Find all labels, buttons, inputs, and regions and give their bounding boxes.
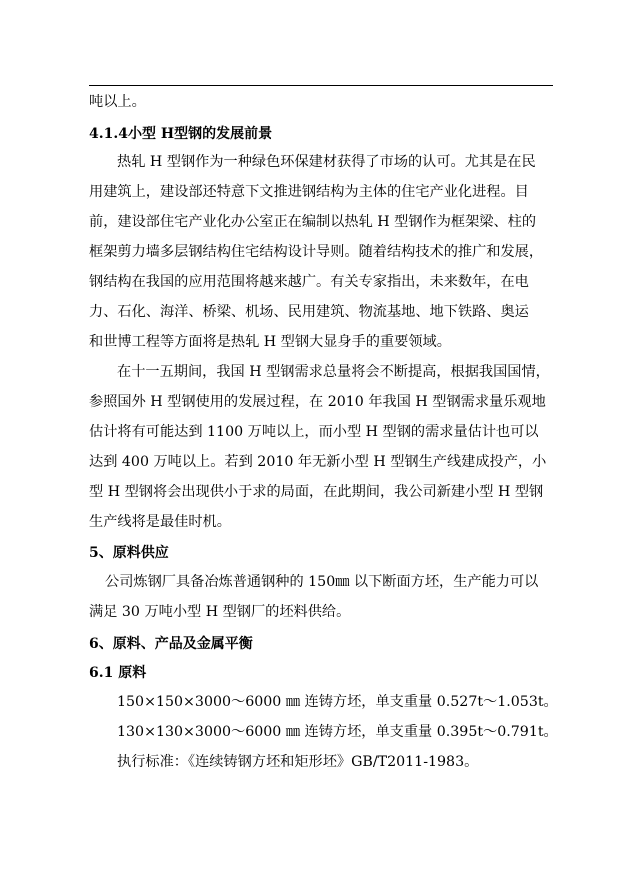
header-rule bbox=[89, 85, 553, 86]
text-line: 150×150×3000～6000 ㎜ 连铸方坯，单支重量 0.527t～1.053t。 bbox=[117, 694, 558, 710]
text-line: 达到 400 万吨以上。若到 2010 年无新小型 H 型钢生产线建成投产，小 bbox=[89, 454, 547, 470]
subsection-heading: 6.1 原料 bbox=[89, 665, 147, 681]
text-line: 在十一五期间，我国 H 型钢需求总量将会不断提高，根据我国国情， bbox=[117, 364, 550, 380]
text-line: 生产线将是最佳时机。 bbox=[89, 514, 231, 530]
text-line: 前，建设部住宅产业化办公室正在编制以热轧 H 型钢作为框架梁、柱的 bbox=[89, 214, 537, 230]
text-line: 130×130×3000～6000 ㎜ 连铸方坯，单支重量 0.395t～0.791t。 bbox=[117, 724, 558, 740]
section-heading: 6、原料、产品及金属平衡 bbox=[89, 636, 253, 652]
text-line: 公司炼钢厂具备冶炼普通钢种的 150㎜ 以下断面方坯，生产能力可以 bbox=[105, 574, 539, 590]
text-line: 热轧 H 型钢作为一种绿色环保建材获得了市场的认可。尤其是在民 bbox=[117, 154, 536, 170]
section-heading: 4.1.4小型 H型钢的发展前景 bbox=[89, 126, 273, 142]
text-line: 钢结构在我国的应用范围将越来越广。有关专家指出，未来数年，在电 bbox=[89, 274, 529, 290]
text-line: 满足 30 万吨小型 H 型钢厂的坯料供给。 bbox=[89, 604, 351, 620]
text-line: 和世博工程等方面将是热轧 H 型钢大显身手的重要领域。 bbox=[89, 334, 451, 350]
section-heading: 5、原料供应 bbox=[89, 545, 169, 561]
text-line: 参照国外 H 型钢使用的发展过程，在 2010 年我国 H 型钢需求量乐观地 bbox=[89, 394, 546, 410]
text-line: 力、石化、海洋、桥梁、机场、民用建筑、物流基地、地下铁路、奥运 bbox=[89, 304, 529, 320]
text-line: 吨以上。 bbox=[89, 94, 146, 110]
text-line: 用建筑上，建设部还特意下文推进钢结构为主体的住宅产业化进程。目 bbox=[89, 184, 529, 200]
text-line: 估计将有可能达到 1100 万吨以上，而小型 H 型钢的需求量估计也可以 bbox=[89, 424, 539, 440]
text-line: 框架剪力墙多层钢结构住宅结构设计导则。随着结构技术的推广和发展， bbox=[89, 244, 544, 260]
text-line: 执行标准：《连续铸钢方坯和矩形坯》GB/T2011-1983。 bbox=[117, 754, 479, 770]
text-line: 型 H 型钢将会出现供小于求的局面，在此期间，我公司新建小型 H 型钢 bbox=[89, 484, 544, 500]
